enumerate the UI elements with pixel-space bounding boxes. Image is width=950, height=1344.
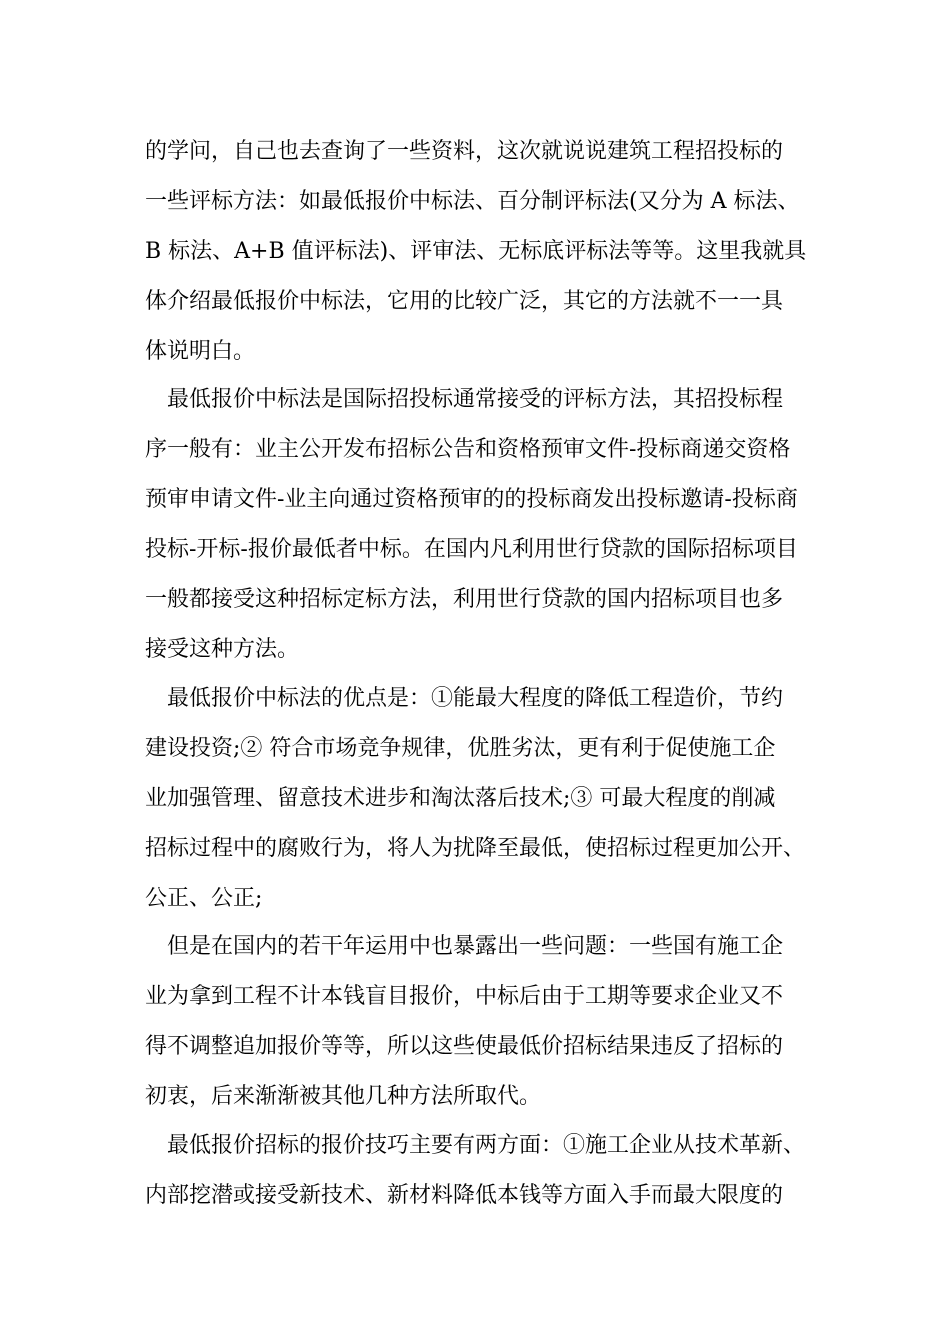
paragraph-line: 最低报价招标的报价技巧主要有两方面：①施工企业从技术革新、 [167,1133,806,1158]
paragraph-line: 但是在国内的若干年运用中也暴露出一些问题：一些国有施工企 [167,934,784,959]
paragraph-line: 得不调整追加报价等等，所以这些使最低价招标结果违反了招标的 [145,1034,784,1059]
paragraph-line: 投标-开标-报价最低者中标。在国内凡利用世行贷款的国际招标项目 [145,537,798,562]
paragraph-line: 体说明白。 [145,339,256,364]
paragraph-line: 建设投资;② 符合市场竞争规律，优胜劣汰，更有利于促使施工企 [145,736,776,761]
paragraph-line: B 标法、A+B 值评标法)、评审法、无标底评标法等等。这里我就具 [145,239,807,264]
paragraph-line: 最低报价中标法是国际招投标通常接受的评标方法，其招投标程 [167,387,784,412]
paragraph-line: 最低报价中标法的优点是：①能最大程度的降低工程造价，节约 [167,686,784,711]
paragraph-line: 预审申请文件-业主向通过资格预审的的投标商发出投标邀请-投标商 [145,487,798,512]
paragraph-line: 内部挖潜或接受新技术、新材料降低本钱等方面入手而最大限度的 [145,1183,784,1208]
paragraph-line: 一些评标方法：如最低报价中标法、百分制评标法(又分为 A 标法、 [145,189,800,214]
paragraph-line: 公正、公正; [145,886,263,911]
paragraph-line: 序一般有：业主公开发布招标公告和资格预审文件-投标商递交资格 [145,437,791,462]
paragraph-line: 接受这种方法。 [145,637,300,662]
paragraph-line: 初衷，后来渐渐被其他几种方法所取代。 [145,1084,542,1109]
paragraph-line: 业为拿到工程不计本钱盲目报价，中标后由于工期等要求企业又不 [145,984,784,1009]
paragraph-line: 招标过程中的腐败行为，将人为扰降至最低，使招标过程更加公开、 [145,836,806,861]
paragraph-line: 体介绍最低报价中标法，它用的比较广泛，其它的方法就不一一具 [145,289,784,314]
paragraph-line: 的学问，自己也去查询了一些资料，这次就说说建筑工程招投标的 [145,139,784,164]
paragraph-line: 一般都接受这种招标定标方法，利用世行贷款的国内招标项目也多 [145,587,784,612]
paragraph-line: 业加强管理、留意技术进步和淘汰落后技术;③ 可最大程度的削减 [145,786,776,811]
